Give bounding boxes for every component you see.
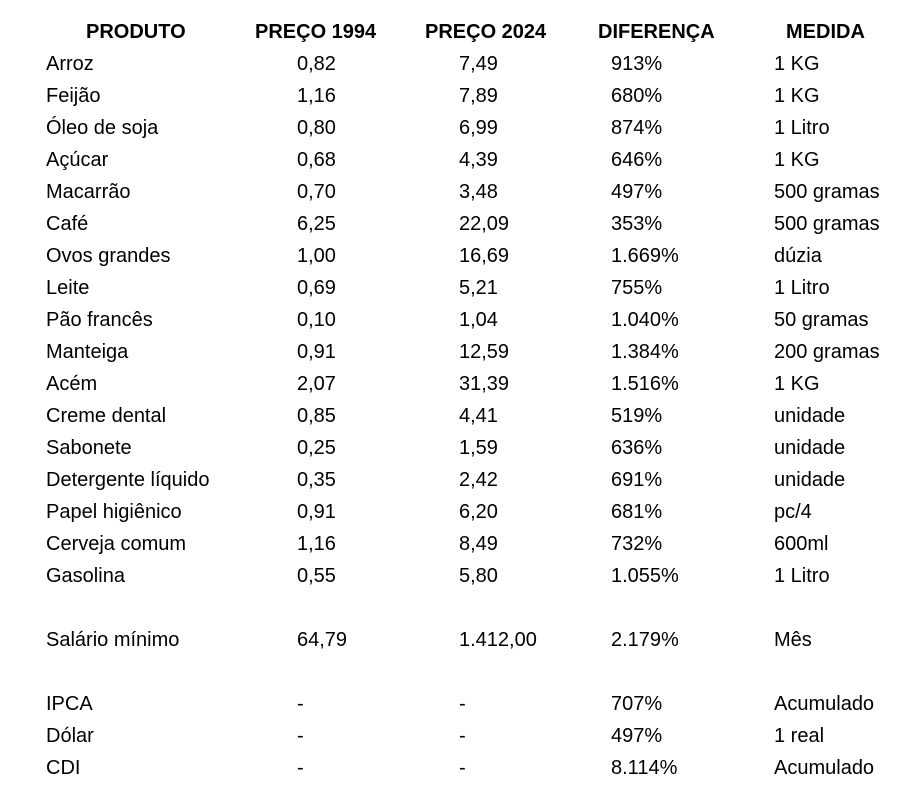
cell-preco-2024: 8,49: [459, 533, 498, 555]
cell-medida: 50 gramas: [774, 309, 869, 331]
cell-preco-2024: 5,80: [459, 565, 498, 587]
cell-preco-2024: 2,42: [459, 469, 498, 491]
cell-preco-2024: 7,49: [459, 53, 498, 75]
cell-preco-2024: 6,20: [459, 501, 498, 523]
spacer-cell: [0, 656, 916, 688]
cell-preco-1994: 0,91: [297, 501, 336, 523]
cell-medida: Acumulado: [774, 693, 875, 715]
cell-preco-1994: 6,25: [297, 213, 336, 235]
cell-preco-2024: 1,59: [459, 437, 498, 459]
cell-preco-1994: 0,10: [297, 309, 336, 331]
cell-medida: dúzia: [774, 245, 822, 267]
cell-diferenca: 519%: [611, 405, 663, 427]
cell-medida: 1 Litro: [774, 117, 830, 139]
cell-preco-1994: -: [297, 725, 304, 747]
cell-preco-1994: 0,35: [297, 469, 336, 491]
cell-medida: 1 KG: [774, 85, 820, 107]
cell-medida: 200 gramas: [774, 341, 880, 363]
cell-preco-1994: 0,85: [297, 405, 336, 427]
table-row: [0, 528, 916, 560]
table-row: [0, 400, 916, 432]
table-row: [0, 176, 916, 208]
cell-preco-2024: 1.412,00: [459, 629, 537, 651]
table-row: [0, 560, 916, 592]
table-row: [0, 144, 916, 176]
cell-diferenca: 636%: [611, 437, 663, 459]
cell-preco-1994: 0,82: [297, 53, 336, 75]
cell-produto: Creme dental: [46, 405, 167, 427]
table-row: [0, 304, 916, 336]
cell-medida: 500 gramas: [774, 181, 880, 203]
cell-medida: unidade: [774, 437, 846, 459]
cell-diferenca: 874%: [611, 117, 663, 139]
cell-diferenca: 707%: [611, 693, 663, 715]
index-row: [0, 720, 916, 752]
cell-produto: Sabonete: [46, 437, 132, 459]
cell-preco-2024: -: [459, 757, 466, 779]
cell-preco-1994: 0,80: [297, 117, 336, 139]
cell-preco-1994: -: [297, 693, 304, 715]
table-row: [0, 432, 916, 464]
cell-diferenca: 497%: [611, 181, 663, 203]
cell-produto: Arroz: [46, 53, 94, 75]
cell-medida: Acumulado: [774, 757, 875, 779]
cell-produto: Café: [46, 213, 89, 235]
cell-preco-1994: 0,55: [297, 565, 336, 587]
cell-produto: Cerveja comum: [46, 533, 187, 555]
spacer-cell: [0, 592, 916, 624]
cell-diferenca: 497%: [611, 725, 663, 747]
cell-diferenca: 1.384%: [611, 341, 679, 363]
cell-medida: 1 Litro: [774, 565, 830, 587]
header-diferenca: DIFERENÇA: [598, 21, 715, 43]
index-row: [0, 752, 916, 784]
cell-produto: Papel higiênico: [46, 501, 182, 523]
cell-produto: Óleo de soja: [46, 117, 159, 139]
cell-medida: unidade: [774, 469, 846, 491]
cell-produto: Salário mínimo: [46, 629, 180, 651]
cell-produto: Feijão: [46, 85, 101, 107]
cell-medida: 1 KG: [774, 53, 820, 75]
cell-preco-1994: 1,00: [297, 245, 336, 267]
spacer-row: [0, 656, 916, 688]
table-row: [0, 80, 916, 112]
cell-diferenca: 2.179%: [611, 629, 679, 651]
cell-medida: 1 Litro: [774, 277, 830, 299]
table-row: [0, 208, 916, 240]
cell-produto: Leite: [46, 277, 90, 299]
cell-medida: pc/4: [774, 501, 812, 523]
header-medida: MEDIDA: [786, 21, 865, 43]
cell-diferenca: 1.516%: [611, 373, 679, 395]
cell-diferenca: 1.040%: [611, 309, 679, 331]
cell-diferenca: 681%: [611, 501, 663, 523]
price-comparison-table: [0, 16, 916, 784]
cell-preco-1994: 64,79: [297, 629, 348, 651]
cell-diferenca: 1.669%: [611, 245, 679, 267]
cell-medida: 1 KG: [774, 373, 820, 395]
cell-medida: unidade: [774, 405, 846, 427]
cell-produto: Acém: [46, 373, 98, 395]
cell-produto: Detergente líquido: [46, 469, 210, 491]
header-produto: PRODUTO: [86, 21, 186, 43]
cell-diferenca: 646%: [611, 149, 663, 171]
cell-preco-1994: 1,16: [297, 85, 336, 107]
header-row: [0, 16, 916, 48]
cell-medida: 1 real: [774, 725, 825, 747]
cell-preco-2024: 3,48: [459, 181, 498, 203]
cell-preco-2024: 22,09: [459, 213, 510, 235]
spacer-row: [0, 592, 916, 624]
cell-preco-1994: 0,68: [297, 149, 336, 171]
cell-diferenca: 691%: [611, 469, 663, 491]
cell-medida: Mês: [774, 629, 812, 651]
cell-diferenca: 913%: [611, 53, 663, 75]
cell-diferenca: 732%: [611, 533, 663, 555]
cell-produto: Macarrão: [46, 181, 131, 203]
cell-preco-2024: 1,04: [459, 309, 498, 331]
cell-diferenca: 680%: [611, 85, 663, 107]
cell-preco-2024: 5,21: [459, 277, 498, 299]
cell-preco-1994: 2,07: [297, 373, 336, 395]
cell-diferenca: 1.055%: [611, 565, 679, 587]
cell-preco-2024: 31,39: [459, 373, 510, 395]
cell-preco-2024: 12,59: [459, 341, 510, 363]
cell-preco-2024: 7,89: [459, 85, 498, 107]
cell-preco-1994: 1,16: [297, 533, 336, 555]
cell-preco-2024: 4,41: [459, 405, 498, 427]
cell-diferenca: 353%: [611, 213, 663, 235]
index-row: [0, 688, 916, 720]
cell-medida: 1 KG: [774, 149, 820, 171]
cell-preco-2024: -: [459, 693, 466, 715]
table-row: [0, 272, 916, 304]
header-preco-1994: PREÇO 1994: [255, 21, 377, 43]
cell-produto: Açúcar: [46, 149, 109, 171]
table-row: [0, 496, 916, 528]
cell-preco-2024: -: [459, 725, 466, 747]
cell-preco-1994: 0,91: [297, 341, 336, 363]
table-body: [0, 48, 916, 784]
cell-produto: Dólar: [46, 725, 94, 747]
cell-produto: IPCA: [46, 693, 93, 715]
cell-medida: 500 gramas: [774, 213, 880, 235]
salary-row: [0, 624, 916, 656]
header-preco-2024: PREÇO 2024: [425, 21, 547, 43]
cell-produto: CDI: [46, 757, 81, 779]
cell-produto: Manteiga: [46, 341, 129, 363]
cell-medida: 600ml: [774, 533, 829, 555]
cell-preco-1994: 0,25: [297, 437, 336, 459]
cell-diferenca: 8.114%: [611, 757, 678, 779]
table-row: [0, 240, 916, 272]
table-row: [0, 336, 916, 368]
cell-preco-1994: 0,69: [297, 277, 336, 299]
table-row: [0, 464, 916, 496]
cell-preco-2024: 4,39: [459, 149, 498, 171]
table-row: [0, 112, 916, 144]
cell-produto: Gasolina: [46, 565, 125, 587]
cell-preco-2024: 6,99: [459, 117, 498, 139]
cell-preco-1994: 0,70: [297, 181, 336, 203]
cell-produto: Pão francês: [46, 309, 153, 331]
cell-diferenca: 755%: [611, 277, 663, 299]
cell-preco-1994: -: [297, 757, 304, 779]
table-row: [0, 368, 916, 400]
table-row: [0, 48, 916, 80]
cell-produto: Ovos grandes: [46, 245, 171, 267]
cell-preco-2024: 16,69: [459, 245, 510, 267]
